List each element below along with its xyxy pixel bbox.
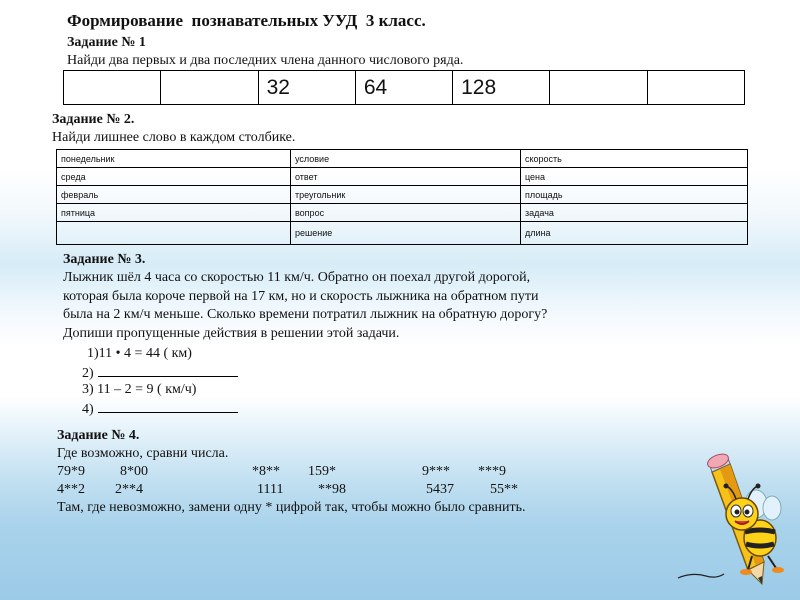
task3-text-line: была на 2 км/ч меньше. Сколько времени потратил лыжник на обратную дорогу? — [63, 307, 548, 322]
word-cell: решение — [291, 222, 521, 245]
solution-step-1: 1)11 • 4 = 44 ( км) — [87, 346, 192, 361]
word-cell: скорость — [521, 150, 748, 168]
number-item: 159* — [308, 464, 336, 479]
number-item: 55** — [490, 482, 518, 497]
task2-heading: Задание № 2. — [52, 112, 135, 127]
word-cell: задача — [521, 204, 748, 222]
step-number: 4) — [82, 402, 94, 417]
word-cell: ответ — [291, 168, 521, 186]
series-cell-3: 32 — [258, 71, 355, 105]
task1-heading: Задание № 1 — [67, 35, 146, 50]
table-row — [57, 204, 748, 222]
number-item: 9*** — [422, 464, 450, 479]
solution-step-4 — [82, 400, 238, 418]
word-cell: площадь — [521, 186, 748, 204]
word-cell — [57, 222, 291, 245]
number-item: **98 — [318, 482, 346, 497]
task3-text-line: Лыжник шёл 4 часа со скоростью 11 км/ч. Обратно он поехал другой дорогой, — [63, 270, 531, 285]
word-cell: пятница — [57, 204, 291, 222]
number-item: 5437 — [426, 482, 454, 497]
series-cell-7[interactable] — [647, 71, 744, 105]
number-item: 2**4 — [115, 482, 143, 497]
solution-step-3: 3) 11 – 2 = 9 ( км/ч) — [82, 382, 197, 397]
number-item: 79*9 — [57, 464, 85, 479]
number-item: ***9 — [478, 464, 506, 479]
table-row — [57, 186, 748, 204]
series-cell-5: 128 — [453, 71, 550, 105]
series-cell-6[interactable] — [550, 71, 647, 105]
word-cell: условие — [291, 150, 521, 168]
motion-line — [678, 574, 724, 578]
word-cell: среда — [57, 168, 291, 186]
series-cell-4: 64 — [355, 71, 452, 105]
word-cell: понедельник — [57, 150, 291, 168]
page-title: Формирование познавательных УУД 3 класс. — [67, 11, 426, 30]
answer-blank-2[interactable] — [98, 364, 238, 377]
task2-text: Найди лишнее слово в каждом столбике. — [52, 130, 296, 145]
word-columns-table — [56, 149, 748, 245]
answer-blank-4[interactable] — [98, 400, 238, 413]
word-cell: треугольник — [291, 186, 521, 204]
word-cell: вопрос — [291, 204, 521, 222]
table-row — [57, 150, 748, 168]
number-item: *8** — [252, 464, 280, 479]
task3-heading: Задание № 3. — [63, 252, 146, 267]
step-number: 2) — [82, 366, 94, 381]
series-cell-1[interactable] — [64, 71, 161, 105]
word-cell: февраль — [57, 186, 291, 204]
word-cell: длина — [521, 222, 748, 245]
task1-text: Найди два первых и два последних члена данного числового ряда. — [67, 53, 464, 68]
table-row — [57, 222, 748, 245]
task3-text-line: которая была короче первой на 17 км, но и скорость лыжника на обратном пути — [63, 289, 539, 304]
task3-text-line: Допиши пропущенные действия в решении этой задачи. — [63, 326, 400, 341]
bee-pencil-illustration — [672, 452, 794, 590]
table-row — [57, 168, 748, 186]
series-cell-2[interactable] — [161, 71, 258, 105]
task4-footer: Там, где невозможно, замени одну * цифрой так, чтобы можно было сравнить. — [57, 500, 526, 515]
number-item: 8*00 — [120, 464, 148, 479]
word-cell: цена — [521, 168, 748, 186]
number-item: 1111 — [257, 482, 284, 497]
solution-step-2 — [82, 364, 238, 382]
number-item: 4**2 — [57, 482, 85, 497]
task4-heading: Задание № 4. — [57, 428, 140, 443]
task4-text: Где возможно, сравни числа. — [57, 446, 229, 461]
number-series-table — [63, 70, 745, 105]
